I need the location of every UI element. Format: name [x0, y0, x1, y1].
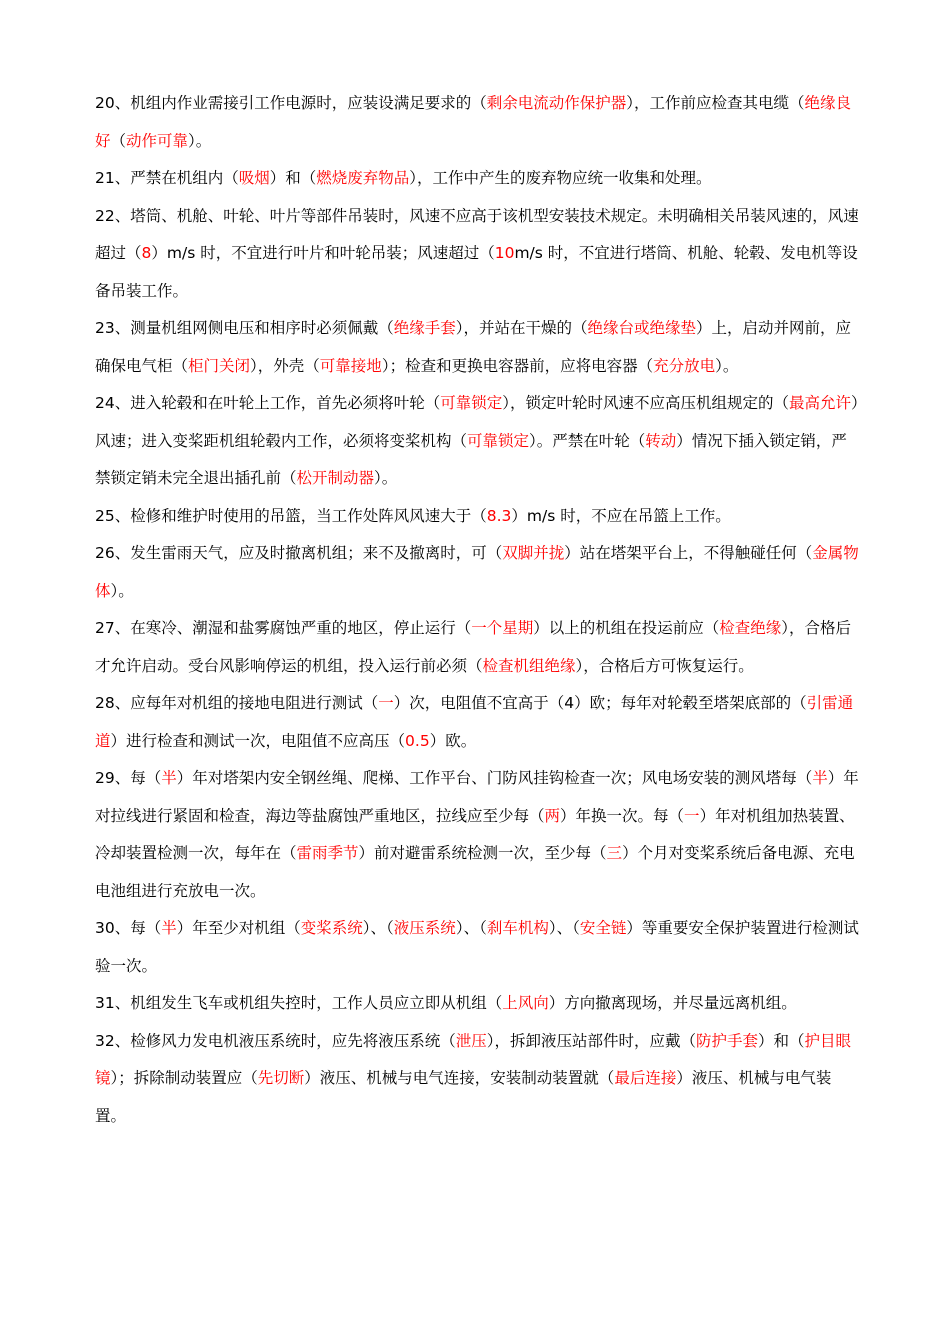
- answer-text: 充分放电: [653, 356, 716, 375]
- answer-text: 柜门关闭: [188, 356, 251, 375]
- answer-text: 护目眼镜: [95, 1031, 852, 1087]
- question-text: ）风速；进入变桨距机组轮毂内工作，必须将变桨机构（: [95, 394, 859, 450]
- question-text: 24、进入轮毂和在叶轮上工作，首先必须将叶轮（: [95, 394, 441, 412]
- question-29: [95, 760, 859, 910]
- answer-text: 最后连接: [614, 1069, 677, 1087]
- question-text: ）进行检查和测试一次，电阻值不应高压（: [110, 731, 406, 750]
- answer-text: 剩余电流动作保护器: [486, 94, 627, 112]
- answer-text: 检查机组绝缘: [482, 656, 576, 675]
- question-text: ）和（: [269, 169, 317, 187]
- question-text: ）等重要安全保护装置进行检测试验一次。: [95, 919, 859, 975]
- answer-text: 动作可靠: [126, 131, 189, 150]
- answer-text: 半: [812, 769, 828, 787]
- answer-text: 泄压: [455, 1031, 487, 1050]
- question-text: ）次，电阻值不宜高于（4）欧；每年对轮毂至塔架底部的（: [393, 694, 807, 712]
- question-26: [95, 535, 859, 610]
- question-text: 25、检修和维护时使用的吊篮，当工作处阵风风速大于（: [95, 506, 487, 525]
- question-text: 28、应每年对机组的接地电阻进行测试（: [95, 694, 379, 712]
- question-text: ），合格后方可恢复运行。: [575, 656, 754, 675]
- answer-text: 半: [161, 769, 177, 787]
- question-text: 30、每（: [95, 919, 162, 937]
- question-text: 20、机组内作业需接引工作电源时，应装设满足要求的（: [95, 94, 487, 112]
- question-text: ），外壳（: [250, 356, 320, 375]
- answer-text: 一: [684, 806, 700, 825]
- question-text: ）m/s 时，不应在吊篮上工作。: [511, 506, 731, 525]
- question-text: 21、严禁在机组内（: [95, 169, 239, 187]
- question-text: ）；检查和更换电容器前，应将电容器（: [381, 356, 654, 375]
- question-text: ）欧。: [429, 731, 477, 750]
- question-text: ）m/s 时，不宜进行叶片和叶轮吊装；风速超过（: [151, 244, 495, 262]
- question-25: [95, 498, 859, 536]
- question-text: ）情况下插入锁定销，严禁锁定销未完全退出插孔前（: [95, 431, 847, 487]
- answer-text: 半: [161, 919, 177, 937]
- question-text: ），工作中产生的废弃物应统一收集和处理。: [409, 169, 712, 187]
- answer-text: 可靠锁定: [467, 431, 530, 450]
- question-text: ）、（: [455, 919, 487, 937]
- question-20: [95, 85, 859, 160]
- question-text: （: [110, 131, 127, 150]
- question-text: ）。: [188, 131, 212, 150]
- question-23: [95, 310, 859, 385]
- question-text: ），并站在干燥的（: [455, 319, 588, 337]
- question-text: ）。: [110, 581, 134, 600]
- question-text: ）、（: [362, 919, 394, 937]
- answer-text: 一个星期: [471, 619, 534, 637]
- question-text: ），工作前应检查其电缆（: [626, 94, 805, 112]
- question-text: ）、（: [548, 919, 580, 937]
- answer-text: 最高允许: [789, 394, 852, 412]
- answer-text: 检查绝缘: [719, 619, 782, 637]
- question-text: ）前对避雷系统检测一次，至少每（: [358, 844, 607, 862]
- answer-text: 一: [378, 694, 394, 712]
- answer-text: 两: [544, 806, 561, 825]
- answer-text: 8.3: [486, 506, 512, 525]
- question-text: ）年换一次。每（: [560, 806, 685, 825]
- answer-text: 三: [606, 844, 623, 862]
- answer-text: 松开制动器: [296, 469, 375, 487]
- question-30: [95, 910, 859, 985]
- question-text: ），锁定叶轮时风速不应高压机组规定的（: [502, 394, 790, 412]
- answer-text: 先切断: [257, 1069, 305, 1087]
- answer-text: 雷雨季节: [296, 844, 359, 862]
- answer-text: 引雷通道: [95, 694, 854, 750]
- question-text: m/s 时，不宜进行塔筒、机舱、轮毂、发电机等设备吊装工作。: [95, 244, 858, 300]
- question-text: 32、检修风力发电机液压系统时，应先将液压系统（: [95, 1031, 456, 1050]
- answer-text: 8: [141, 244, 152, 262]
- document-page: [95, 85, 859, 1135]
- answer-text: 双脚并拢: [502, 544, 565, 562]
- question-text: 29、每（: [95, 769, 162, 787]
- answer-text: 可靠接地: [319, 356, 382, 375]
- answer-text: 绝缘手套: [393, 319, 456, 337]
- answer-text: 液压系统: [393, 919, 456, 937]
- answer-text: 吸烟: [238, 169, 270, 187]
- question-text: 26、发生雷雨天气，应及时撤离机组；来不及撤离时，可（: [95, 544, 503, 562]
- question-text: ）液压、机械与电气连接，安装制动装置就（: [304, 1069, 615, 1087]
- answer-text: 0.5: [405, 731, 430, 750]
- question-27: [95, 610, 859, 685]
- answer-text: 金属物体: [95, 544, 859, 600]
- question-text: 22、塔筒、机舱、叶轮、叶片等部件吊装时，风速不应高于该机型安装技术规定。未明确相关吊装风速的，风速超过（: [95, 206, 859, 262]
- question-32: [95, 1023, 859, 1136]
- question-text: ）站在塔架平台上，不得触碰任何（: [564, 544, 813, 562]
- question-text: ）个月对变桨系统后备电源、充电电池组进行充放电一次。: [95, 844, 855, 900]
- question-text: ）上，启动并网前，应确保电气柜（: [95, 319, 852, 375]
- question-text: ），拆卸液压站部件时，应戴（: [486, 1031, 697, 1050]
- question-text: 31、机组发生飞车或机组失控时，工作人员应立即从机组（: [95, 994, 503, 1012]
- question-text: ）年对拉线进行紧固和检查，海边等盐腐蚀严重地区，拉线应至少每（: [95, 769, 859, 825]
- question-text: ）。: [715, 356, 739, 375]
- question-text: ）液压、机械与电气装置。: [95, 1069, 832, 1125]
- answer-text: 防护手套: [696, 1031, 759, 1050]
- question-31: [95, 985, 859, 1023]
- question-text: ）和（: [758, 1031, 805, 1050]
- answer-text: 10: [494, 244, 515, 262]
- question-text: ）年对机组加热装置、冷却装置检测一次，每年在（: [95, 806, 855, 862]
- answer-text: 安全链: [579, 919, 627, 937]
- question-text: ），合格后才允许启动。受台风影响停运的机组，投入运行前必须（: [95, 619, 852, 675]
- question-24: [95, 385, 859, 498]
- question-text: ）以上的机组在投运前应（: [533, 619, 720, 637]
- answer-text: 绝缘良好: [95, 94, 852, 150]
- question-text: ）年至少对机组（: [176, 919, 301, 937]
- question-text: ）；拆除制动装置应（: [110, 1069, 258, 1087]
- question-21: [95, 160, 859, 198]
- question-text: 23、测量机组网侧电压和相序时必须佩戴（: [95, 319, 394, 337]
- answer-text: 上风向: [502, 994, 549, 1012]
- answer-text: 转动: [645, 431, 677, 450]
- answer-text: 变桨系统: [300, 919, 363, 937]
- question-text: ）方向撤离现场，并尽量远离机组。: [548, 994, 797, 1012]
- question-text: 27、在寒冷、潮湿和盐雾腐蚀严重的地区，停止运行（: [95, 619, 472, 637]
- answer-text: 绝缘台或绝缘垫: [587, 319, 697, 337]
- question-22: [95, 198, 859, 311]
- answer-text: 可靠锁定: [440, 394, 503, 412]
- question-28: [95, 685, 859, 760]
- question-text: ）年对塔架内安全钢丝绳、爬梯、工作平台、门防风挂钩检查一次；风电场安装的测风塔每（: [176, 769, 813, 787]
- answer-text: 刹车机构: [486, 919, 549, 937]
- question-text: ）。: [374, 469, 398, 487]
- question-text: ）。严禁在叶轮（: [529, 431, 646, 450]
- answer-text: 燃烧废弃物品: [316, 169, 410, 187]
